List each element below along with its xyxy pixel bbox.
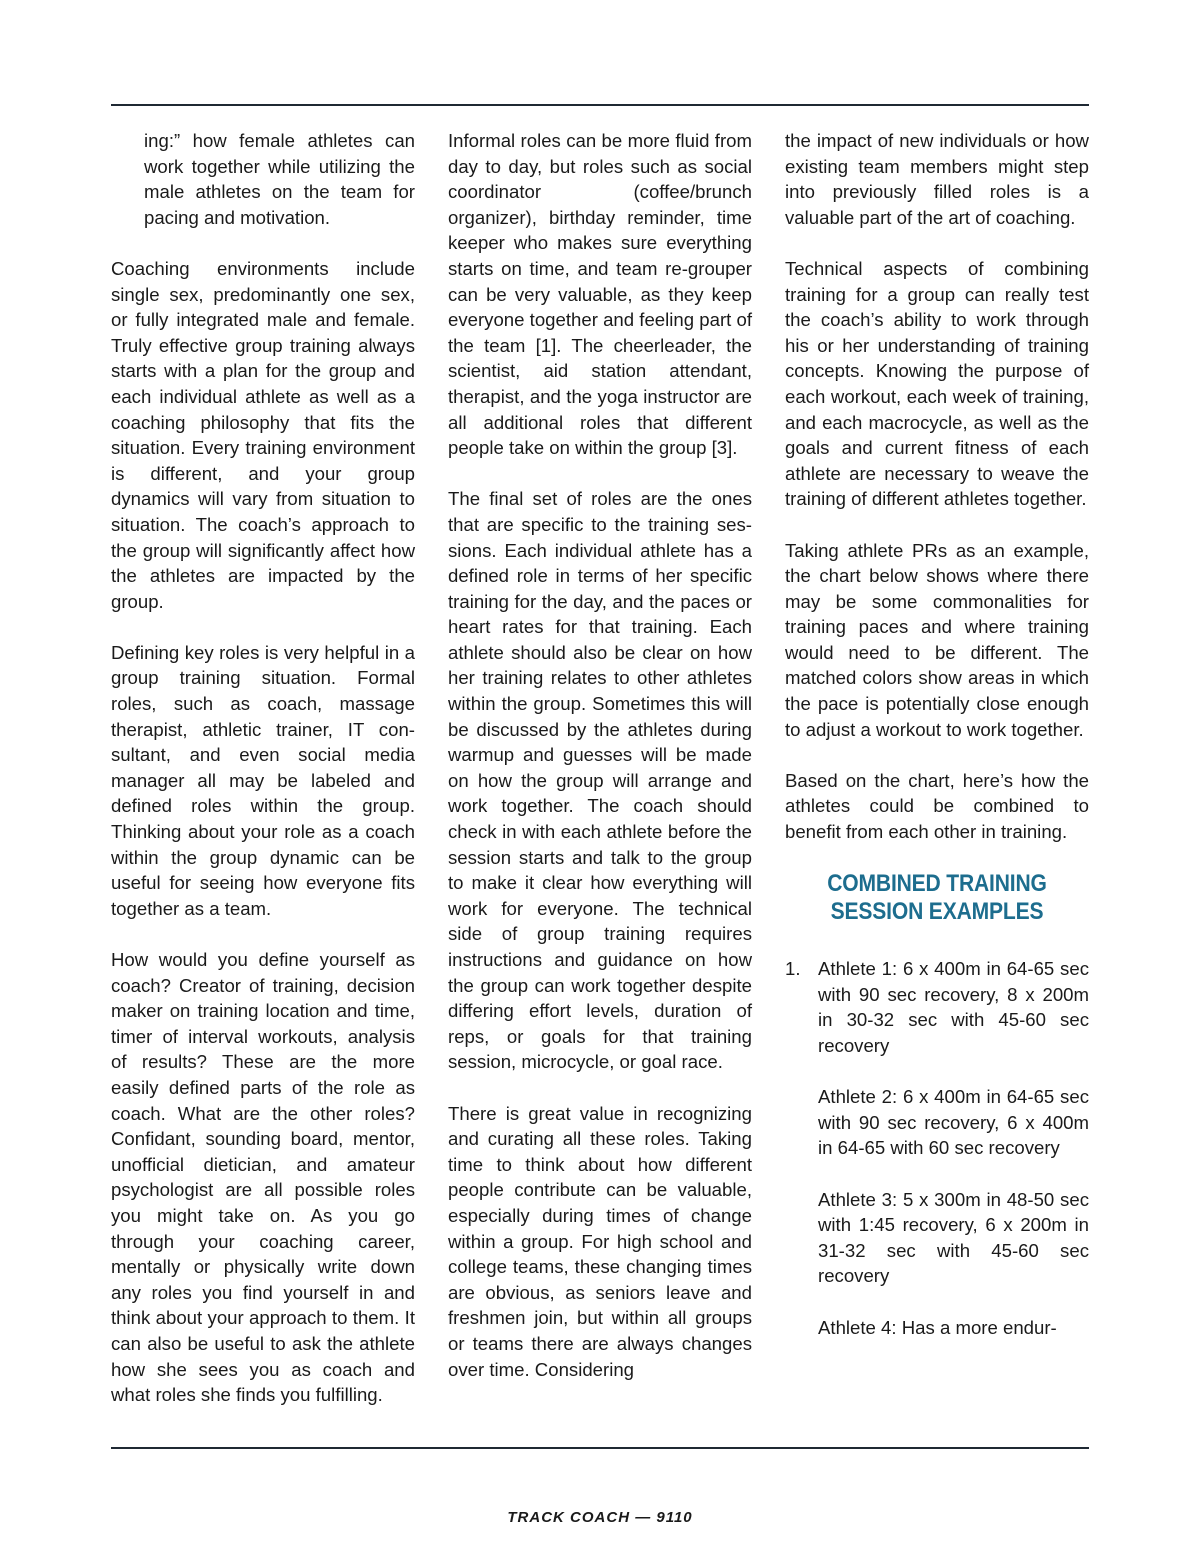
bottom-rule	[111, 1447, 1089, 1449]
column-1	[111, 128, 415, 1433]
paragraph: Defining key roles is very helpful in a group training situation. Formal roles, such as coach, massage therapist, athletic trainer, IT consultant, and even social media manager all may be labeled and defined roles within the group. Thinking about your role as a coach within the group dynamic can be useful for seeing how everyone fits together as a team.	[111, 641, 415, 919]
column-2	[448, 128, 752, 1408]
paragraph: Coaching environments include single sex, predominantly one sex, or fully integrated male and female. Truly effective group training always starts with a plan for the group and each individual athlete as well as a coaching philosophy that fits the situation. Every training environment is different, and your group dynamics will vary from situation to situation. The coach’s approach to the group will significantly affect how the athletes are impacted by the group.	[111, 257, 415, 612]
list-number: 1.	[785, 958, 801, 980]
paragraph: the impact of new individuals or how existing team members might step into previously filled roles is a valuable part of the art of coaching.	[785, 130, 1089, 228]
top-rule	[111, 104, 1089, 106]
paragraph: How would you define yourself as coach? Creator of training, decision maker on training location and time, timer of interval workouts, analysis of results? These are the more easily defined parts of the role as coach. What are the other roles? Confidant, sounding board, mentor, unofficial dietician, and amateur psychologist are all possible roles you might take on. As you go through your coaching career, mentally or physically write down any roles you find yourself in and think about your approach to them. It can also be useful to ask the athlete how she sees you as coach and what roles she finds you fulfilling.	[111, 949, 415, 1406]
paragraph: The final set of roles are the ones that are specific to the training sessions. Each individual athlete has a defined role in terms of her specific training for the day, and the paces or heart rates for that training. Each athlete should also be clear on how her training relates to other athletes within the group. Sometimes this will be discussed by the athletes during warmup and guesses will be made on how the group will arrange and work together. The coach should check in with each athlete before the session starts and talk to the group to make it clear how everything will work for everyone. The technical side of group training requires instructions and guidance on how the group can work together despite differing effort levels, duration of reps, or goals for that training session, microcycle, or goal race.	[448, 488, 752, 1073]
paragraph: Informal roles can be more fluid from day to day, but roles such as social coordinator (coffee/brunch organizer), birthday reminder, time keeper who makes sure everything starts on time, and team re-grouper can be very valuable, as they keep everyone together and feeling part of the team [1]. The cheerleader, the scientist, aid station attendant, therapist, and the yoga instructor are all additional roles that different people take on within the group [3].	[448, 130, 752, 459]
paragraph: Technical aspects of combining training for a group can really test the coach’s ability to work through his or her understanding of training concepts. Knowing the purpose of each workout, each week of training, and each macrocycle, as well as the goals and current fitness of each athlete are necessary to weave the training of different athletes together.	[785, 257, 1089, 510]
section-heading-line-1: COMBINED TRAINING	[827, 870, 1047, 898]
paragraph: Taking athlete PRs as an example, the chart below shows where there may be some commonalities for training paces and where training would need to be different. The matched colors show areas in which the pace is potentially close enough to adjust a workout to work together.	[785, 539, 1089, 740]
athlete-3-workout: Athlete 3: 5 x 300m in 48-50 sec with 1:45 recovery, 6 x 200m in 31-32 sec with 45-60 sec recovery	[818, 1188, 1089, 1287]
section-heading	[806, 870, 1067, 926]
athlete-2-workout: Athlete 2: 6 x 400m in 64-65 sec with 90 sec recovery, 6 x 400m in 64-65 with 60 sec recovery	[818, 1086, 1089, 1159]
column-3	[785, 128, 1089, 1366]
page-footer: TRACK COACH — 9110	[507, 1509, 693, 1526]
athlete-4-workout: Athlete 4: Has a more endur-	[818, 1316, 1057, 1338]
paragraph: ing:” how female athletes can work together while utilizing the male athletes on the team for pacing and motivation.	[144, 130, 415, 228]
paragraph: There is great value in recognizing and curating all these roles. Taking time to think about how different people contribute can be valuable, especially during times of change within a group. For high school and college teams, these changing times are obvious, as seniors leave and freshmen join, but within all groups or teams there are always changes over time. Considering	[448, 1102, 752, 1380]
section-heading-line-2: SESSION EXAMPLES	[830, 898, 1044, 926]
list-item	[785, 956, 1089, 1340]
athlete-1-workout: Athlete 1: 6 x 400m in 64-65 sec with 90 sec recovery, 8 x 200m in 30-32 sec with 45-60 sec recovery	[818, 958, 1089, 1056]
paragraph: Based on the chart, here’s how the athletes could be combined to benefit from each other in training.	[785, 769, 1089, 843]
